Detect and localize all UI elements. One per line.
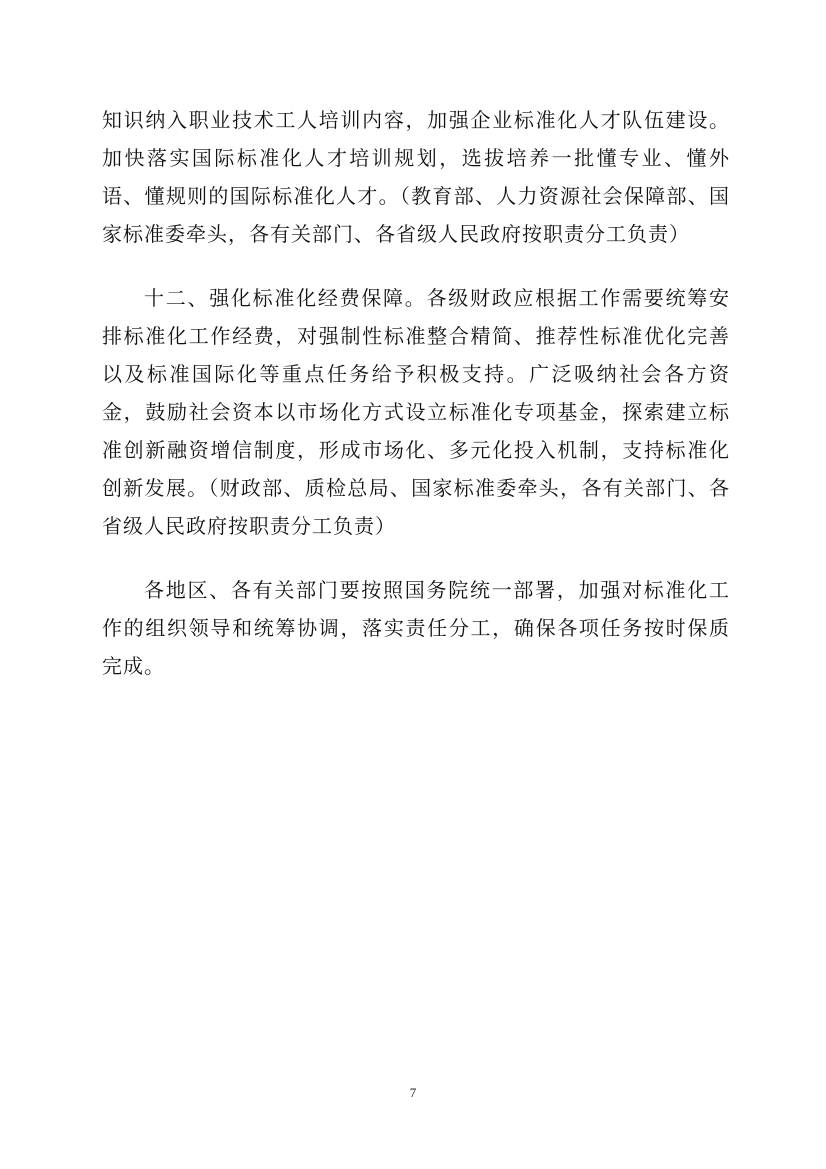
paragraph-continuation: 知识纳入职业技术工人培训内容，加强企业标准化人才队伍建设。加快落实国际标准化人才培训规划，选拔培养一批懂专业、懂外语、懂规则的国际标准化人才。（教育部、人力资源社会保障部、国家标准委牵头，各有关部门、各省级人民政府按职责分工负责） <box>102 108 730 246</box>
document-body <box>102 101 730 711</box>
paragraph-closing: 各地区、各有关部门要按照国务院统一部署，加强对标准化工作的组织领导和统筹协调，落实责任分工，确保各项任务按时保质完成。 <box>102 578 730 678</box>
page-number: 7 <box>409 1085 417 1100</box>
paragraph-item-12-funding: 十二、强化标准化经费保障。各级财政应根据工作需要统筹安排标准化工作经费，对强制性标准整合精简、推荐性标准优化完善以及标准国际化等重点任务给予积极支持。广泛吸纳社会各方资金，鼓励社会资本以市场化方式设立标准化专项基金，探索建立标准创新融资增信制度，形成市场化、多元化投入机制，支持标准化创新发展。（财政部、质检总局、国家标准委牵头，各有关部门、各省级人民政府按职责分工负责） <box>102 286 730 538</box>
